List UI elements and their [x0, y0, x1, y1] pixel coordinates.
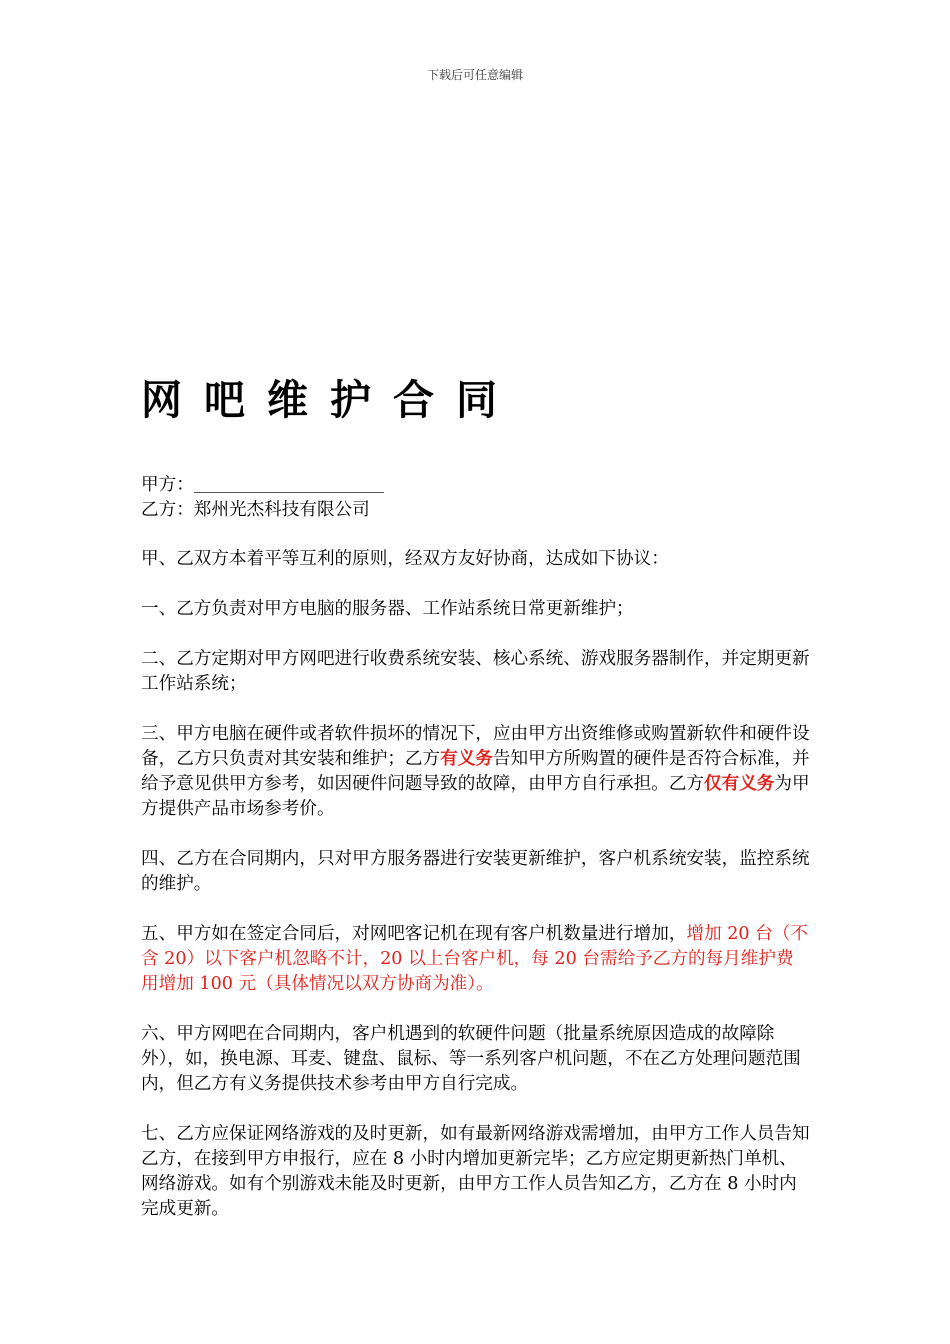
clause-5-highlight: 增加 20 台（不含 20）以下客户机忽略不计，20 以上台客户机，每 20 台需给予乙方的每月维护费用增加 100 元（具体情况以双方协商为准）。 — [141, 924, 808, 994]
clause-6: 六、甲方网吧在合同期内，客户机遇到的软硬件问题（批量系统原因造成的故障除外），如，换电源、耳麦、键盘、鼠标、等一系列客户机问题，不在乙方处理问题范围内，但乙方有义务提供技术参考由甲方自行完成。 — [141, 1024, 801, 1094]
clause-5-text: 五、甲方如在签定合同后，对网吧客记机在现有客户机数量进行增加， — [141, 924, 687, 944]
intro-paragraph: 甲、乙双方本着平等互利的原则，经双方友好协商，达成如下协议： — [141, 549, 669, 569]
clause-3-text-1: 三、甲方电脑在硬件或者软件损坏的情况下，应由甲方出资维修或购置新软件和硬件设备，乙方只负责对其安装和维护；乙方 — [141, 724, 810, 769]
clause-7: 七、乙方应保证网络游戏的及时更新，如有最新网络游戏需增加，由甲方工作人员告知乙方，在接到甲方申报行，应在 8 小时内增加更新完毕；乙方应定期更新热门单机、网络游戏。如有个别游戏未能及时更新，由甲方工作人员告知乙方，乙方在 8 小时内完成更新。 — [141, 1124, 810, 1219]
contract-body — [141, 472, 811, 1247]
party-a-line — [141, 472, 811, 498]
clause-4: 四、乙方在合同期内，只对甲方服务器进行安装更新维护，客户机系统安装，监控系统的维护。 — [141, 849, 810, 894]
header-note: 下载后可任意编辑 — [426, 68, 523, 82]
contract-title: 网吧维护合同 — [141, 376, 519, 424]
clause-3 — [141, 722, 811, 822]
clause-3-emphasis-1: 有义务 — [440, 749, 493, 769]
party-a-label: 甲方： — [141, 475, 194, 495]
clause-3-text-2: 告知甲方所购置的硬件是否符合标准，并给予意见供甲方参考，如因硬件问题导致的故障，由甲方自行承担。乙方 — [141, 749, 810, 794]
clause-1: 一、乙方负责对甲方电脑的服务器、工作站系统日常更新维护； — [141, 599, 634, 619]
party-a-blank — [194, 472, 384, 493]
clause-5 — [141, 922, 811, 997]
party-b-line: 乙方：郑州光杰科技有限公司 — [141, 500, 370, 520]
clause-3-text-3: 为甲方提供产品市场参考价。 — [141, 774, 810, 819]
clause-3-emphasis-2: 仅有义务 — [704, 774, 775, 794]
clause-2: 二、乙方定期对甲方网吧进行收费系统安装、核心系统、游戏服务器制作，并定期更新工作站系统； — [141, 649, 810, 694]
